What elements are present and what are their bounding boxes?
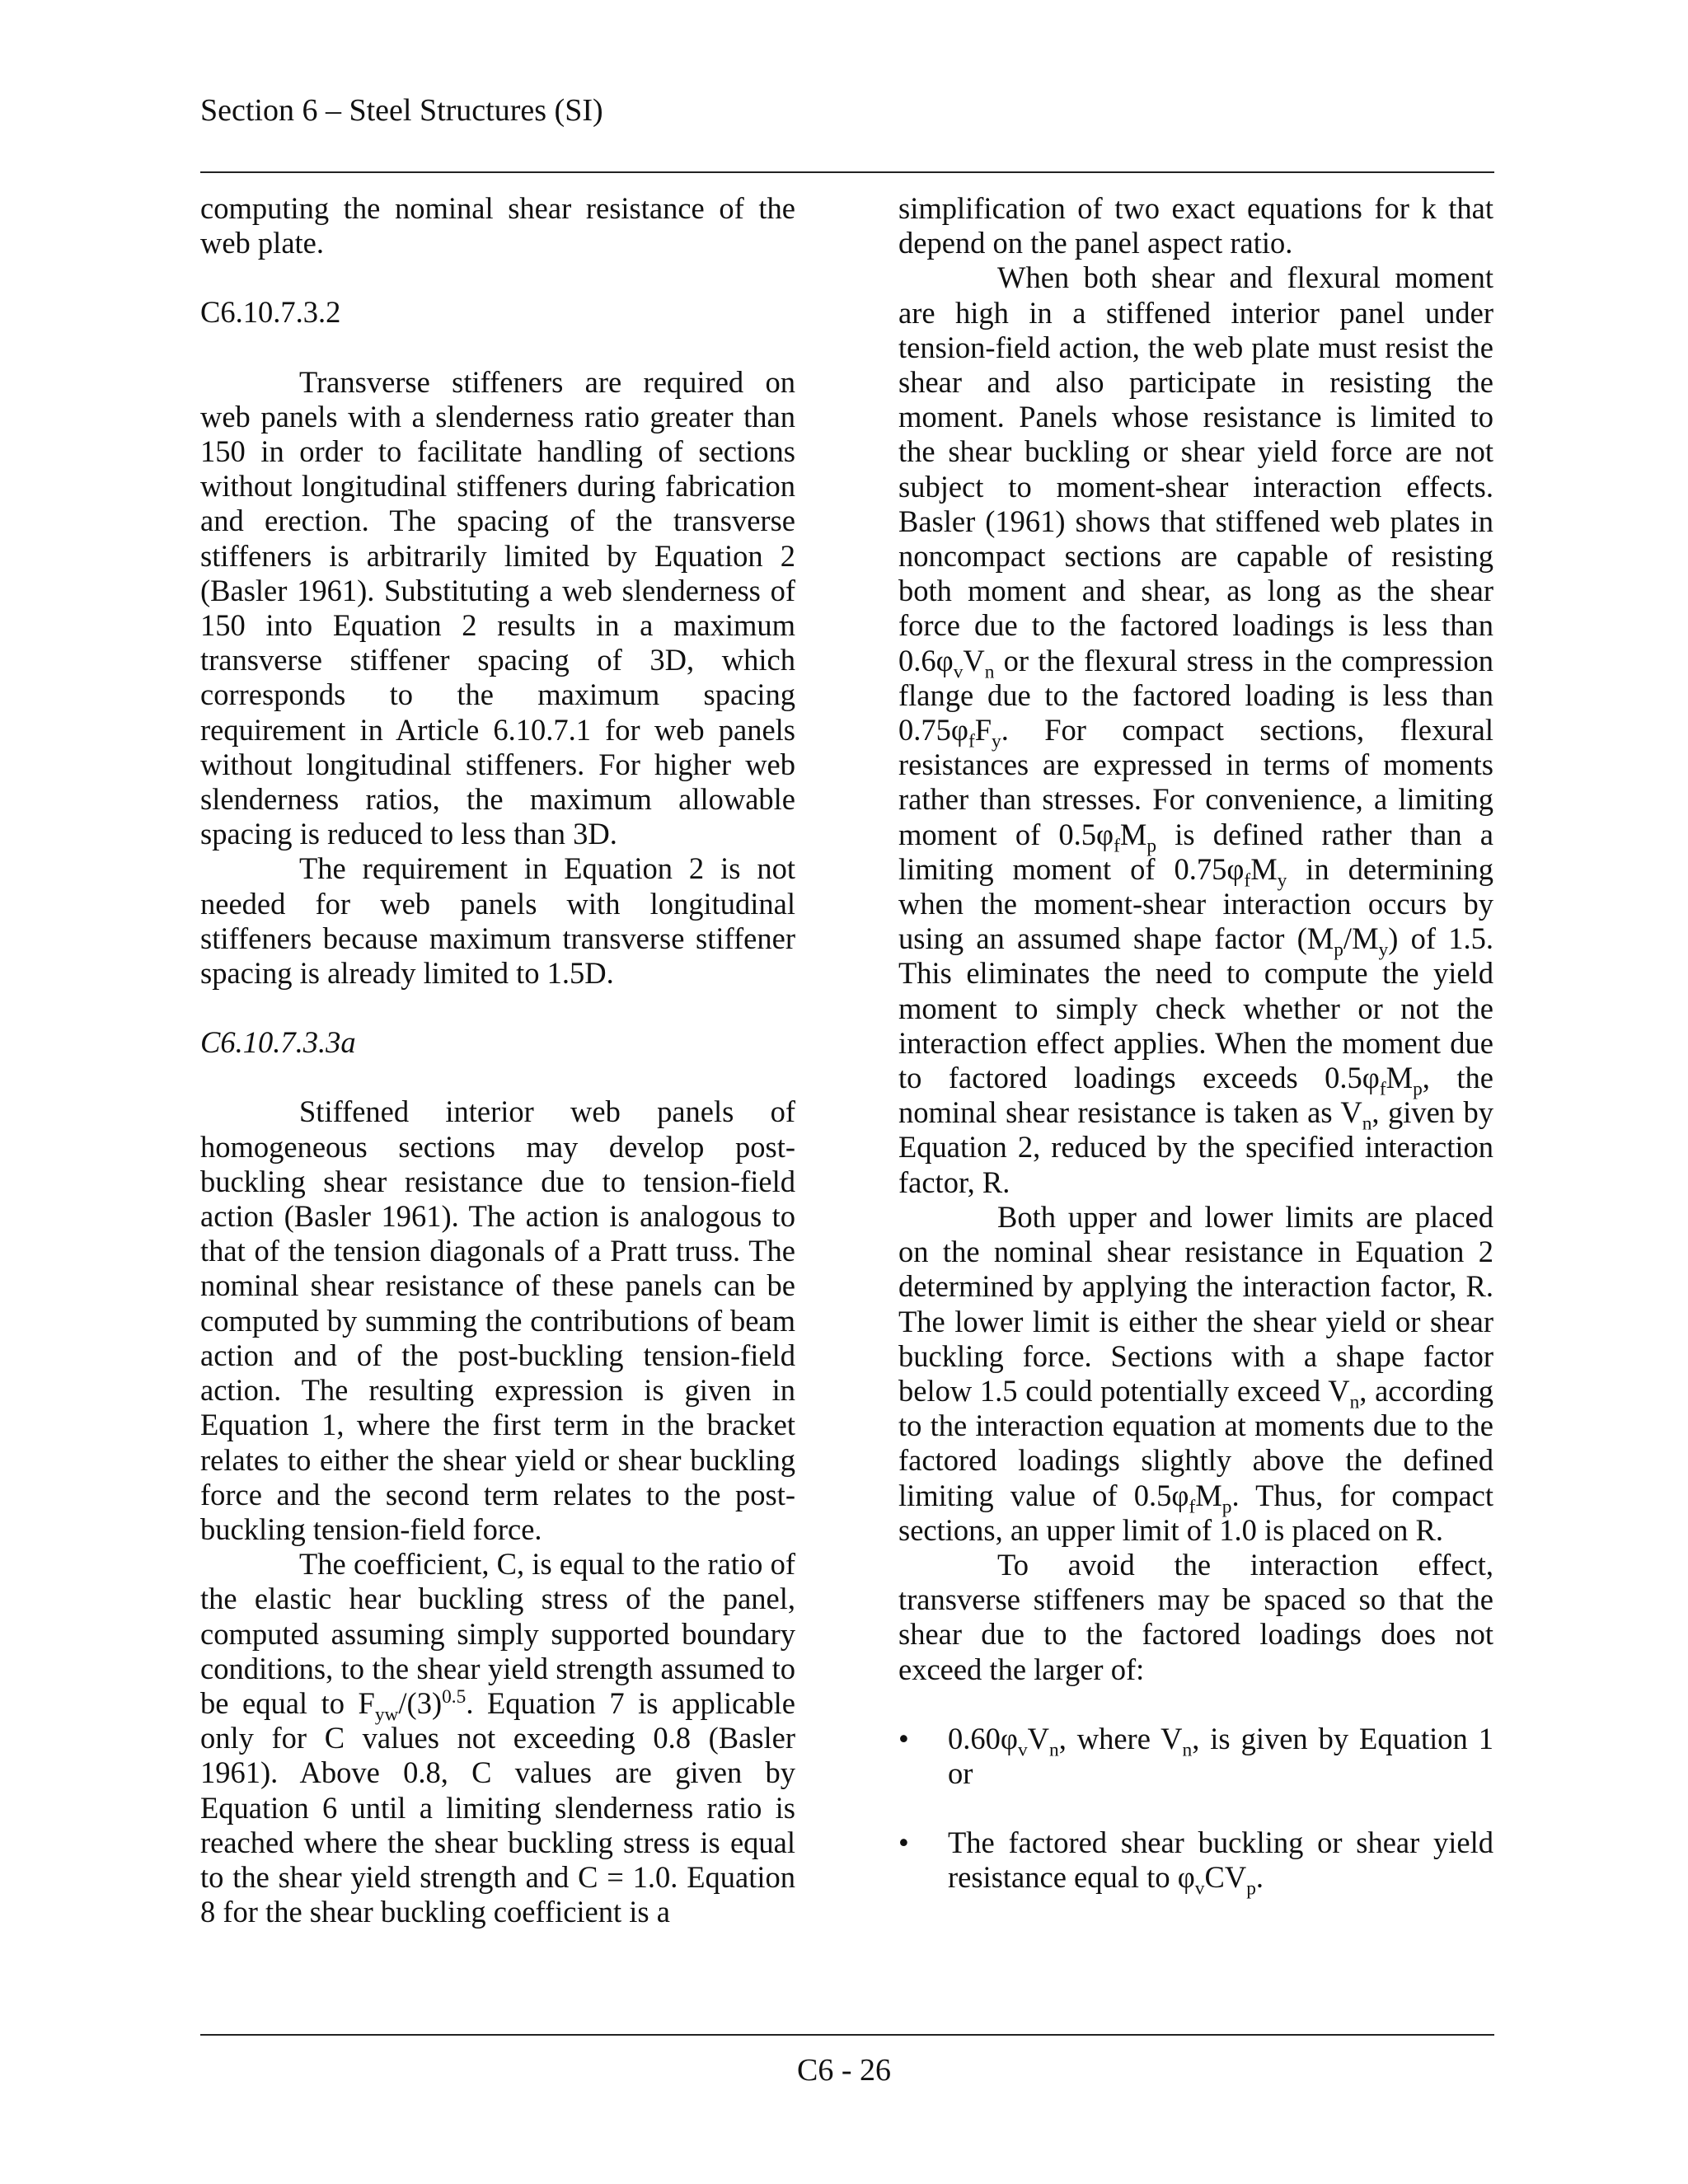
section-heading: C6.10.7.3.2	[200, 295, 341, 330]
paragraph: Stiffened interior web panels of homogeneous sections may develop post-buckling shear resistance due to tension-field action (Basler 1961). The action is analogous to that of the tension diagonals of a Pratt truss. The nominal shear resistance of these panels can be computed by summing the contributions of beam action and of the post-buckling tension-field action. The resulting expression is given in Equation 1, where the first term in the bracket relates to either the shear yield or shear buckling force and the second term relates to the post-buckling tension-field force.	[200, 1094, 795, 1546]
paragraph: computing the nominal shear resistance of the web plate.	[200, 191, 795, 260]
right-column	[898, 191, 1493, 1930]
paragraph: To avoid the interaction effect, transverse stiffeners may be spaced so that the shear due to the factored loadings does not exceed the larger of:	[898, 1547, 1493, 1686]
left-column	[200, 191, 795, 1929]
paragraph: Both upper and lower limits are placed on the nominal shear resistance in Equation 2 determined by applying the interaction factor, R. The lower limit is either the shear yield or shear buckling force. Sections with a shape factor below 1.5 could potentially exceed $V_n$, according to the interaction equation at moments due to the factored loadings slightly above the defined limiting value of $0.5\varphi_fM_p$. Thus, for compact sections, an upper limit of 1.0 is placed on R.	[898, 1199, 1493, 1547]
list-item: • The factored shear buckling or shear yield resistance equal to $\varphi_vCV_p$.	[898, 1825, 1493, 1900]
bullet-icon: •	[898, 1825, 909, 1860]
page-number: C6 - 26	[797, 2053, 891, 2088]
paragraph: When both shear and flexural moment are high in a stiffened interior panel under tension-field action, the web plate must resist the shear and also participate in resisting the moment. Panels whose resistance is limited to the shear buckling or shear yield force are not subject to moment-shear interaction effects. Basler (1961) shows that stiffened web plates in noncompact sections are capable of resisting both moment and shear, as long as the shear force due to the factored loadings is less than $0.6\varphi_vV_n$ or the flexural stress in the compression flange due to the factored loading is less than $0.75\varphi_fF_y$. For compact sections, flexural resistances are expressed in terms of moments rather than stresses. For convenience, a limiting moment of $0.5\varphi_fM_p$ is defined rather than a limiting moment of $0.75\varphi_fM_y$ in determining when the moment-shear interaction occurs by using an assumed shape factor $(M_p/M_y)$ of 1.5. This eliminates the need to compute the yield moment to simply check whether or not the interaction effect applies. When the moment due to factored loadings exceeds $0.5\varphi_fM_p$, the nominal shear resistance is taken as $V_n$, given by Equation 2, reduced by the specified interaction factor, R.	[898, 260, 1494, 1199]
header-rule	[200, 171, 1494, 173]
section-heading: C6.10.7.3.3a	[200, 1025, 356, 1060]
bullet-icon: •	[898, 1721, 909, 1755]
paragraph: The requirement in Equation 2 is not needed for web panels with longitudinal stiffeners because maximum transverse stiffener spacing is already limited to 1.5D.	[200, 851, 795, 991]
paragraph: simplification of two exact equations for k that depend on the panel aspect ratio.	[898, 191, 1493, 260]
running-header: Section 6 – Steel Structures (SI)	[200, 93, 603, 128]
paragraph: The coefficient, C, is equal to the ratio of the elastic hear buckling stress of the panel, computed assuming simply supported boundary conditions, to the shear yield strength assumed to be equal to $F_{yw}/(3)^{0.5}$. Equation 7 is applicable only for C values not exceeding 0.8 (Basler 1961). Above 0.8, C values are given by Equation 6 until a limiting slenderness ratio is reached where the shear buckling stress is equal to the shear yield strength and C = 1.0. Equation 8 for the shear buckling coefficient is a	[200, 1547, 795, 1929]
list-item: • $0.60\varphi_vV_n$, where $V_n$, is given by Equation 1 or	[898, 1721, 1493, 1790]
bullet-list	[898, 1721, 1493, 1900]
paragraph: Transverse stiffeners are required on web panels with a slenderness ratio greater than 150 in order to facilitate handling of sections without longitudinal stiffeners during fabrication and erection. The spacing of the transverse stiffeners is arbitrarily limited by Equation 2 (Basler 1961). Substituting a web slenderness of 150 into Equation 2 results in a maximum transverse stiffener spacing of 3D, which corresponds to the maximum spacing requirement in Article 6.10.7.1 for web panels without longitudinal stiffeners. For higher web slenderness ratios, the maximum allowable spacing is reduced to less than 3D.	[200, 364, 795, 851]
footer-rule	[200, 2034, 1494, 2036]
